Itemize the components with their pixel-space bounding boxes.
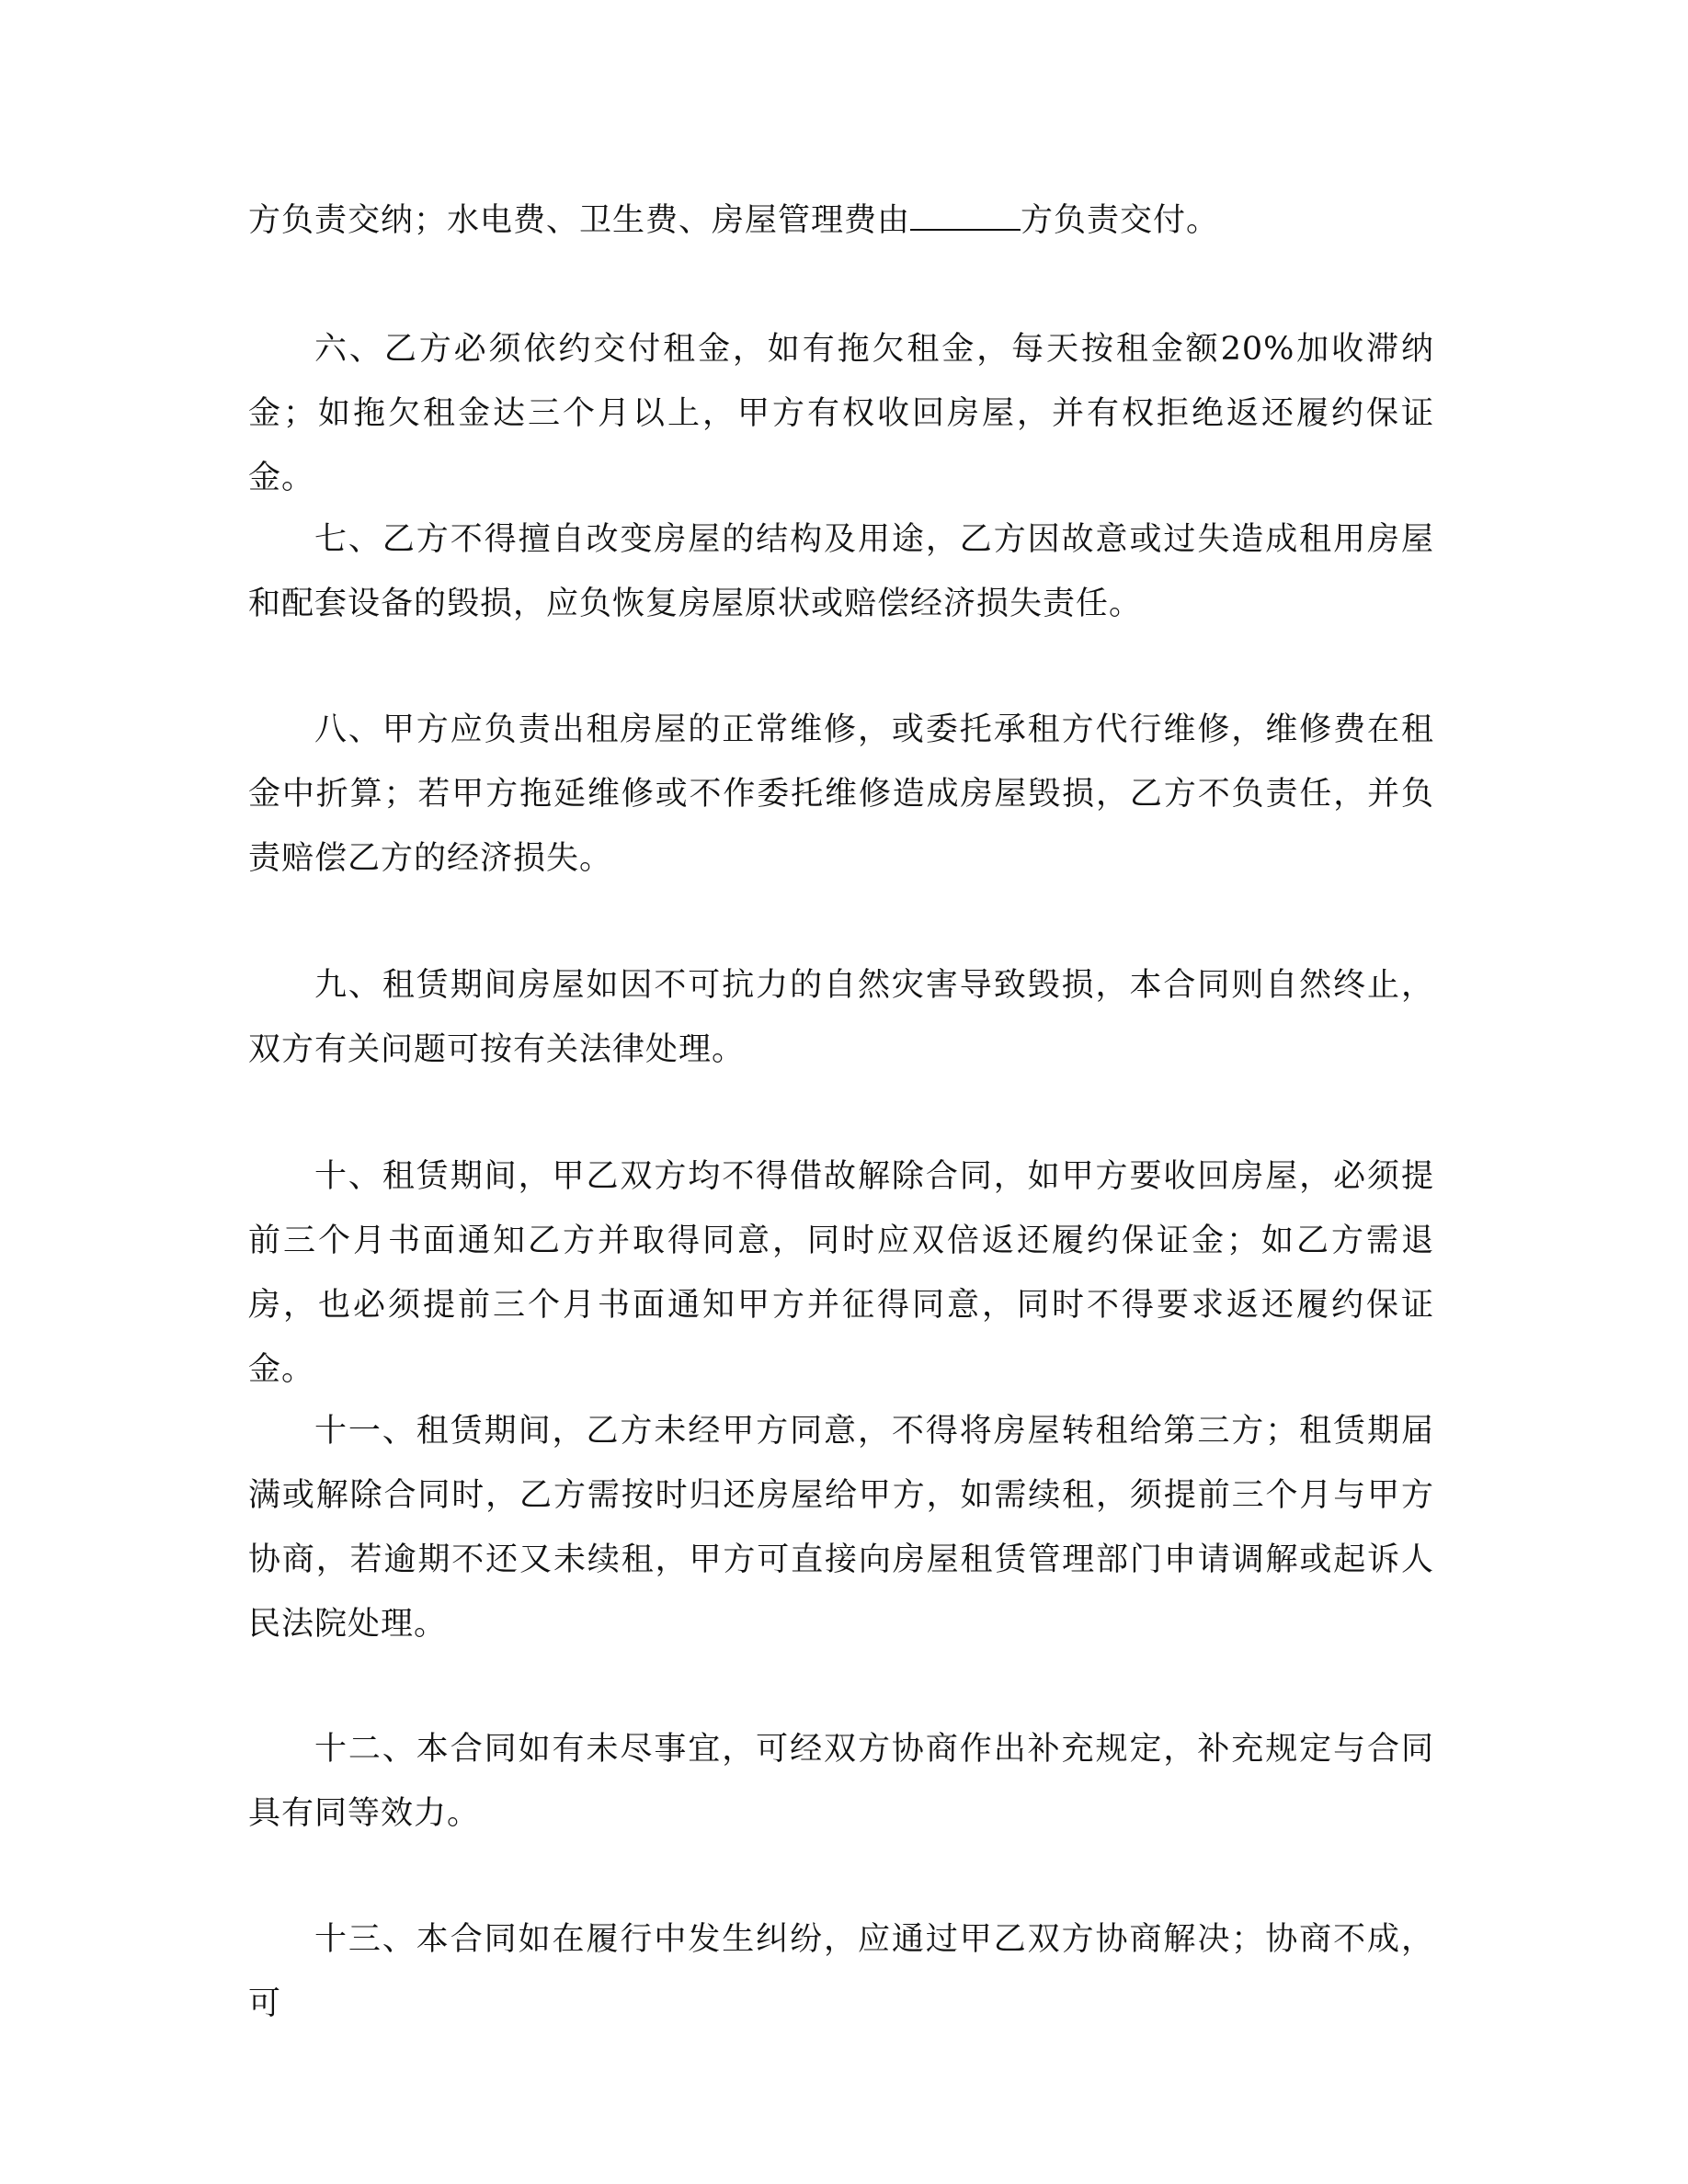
paragraph-clause-7: 七、乙方不得擅自改变房屋的结构及用途，乙方因故意或过失造成租用房屋和配套设备的毁损，应负恢复房屋原状或赔偿经济损失责任。 [248,521,1434,622]
paragraph-clause-8: 八、甲方应负责出租房屋的正常维修，或委托承租方代行维修，维修费在租金中折算；若甲方拖延维修或不作委托维修造成房屋毁损，乙方不负责任，并负责赔偿乙方的经济损失。 [248,711,1434,877]
paragraph-clause-12: 十二、本合同如有未尽事宜，可经双方协商作出补充规定，补充规定与合同具有同等效力。 [248,1731,1434,1832]
paragraph-text: 方负责交付。 [1021,202,1220,239]
paragraph-clause-6: 六、乙方必须依约交付租金，如有拖欠租金，每天按租金额20%加收滞纳金；如拖欠租金达三个月以上，甲方有权收回房屋，并有权拒绝返还履约保证金。 [248,331,1434,496]
paragraph-clause-11: 十一、租赁期间，乙方未经甲方同意，不得将房屋转租给第三方；租赁期届满或解除合同时，乙方需按时归还房屋给甲方，如需续租，须提前三个月与甲方协商，若逾期不还又未续租，甲方可直接向房屋租赁管理部门申请调解或起诉人民法院处理。 [248,1413,1434,1643]
paragraph-clause-13: 十三、本合同如在履行中发生纠纷，应通过甲乙双方协商解决；协商不成，可 [248,1921,1434,2022]
paragraph-5-continuation [248,188,1434,253]
fill-in-blank [910,201,1021,231]
paragraph-clause-9: 九、租赁期间房屋如因不可抗力的自然灾害导致毁损，本合同则自然终止，双方有关问题可按有关法律处理。 [248,967,1434,1068]
paragraph-text: 方负责交纳；水电费、卫生费、房屋管理费由 [248,202,911,239]
paragraph-clause-10: 十、租赁期间，甲乙双方均不得借故解除合同，如甲方要收回房屋，必须提前三个月书面通知乙方并取得同意，同时应双倍返还履约保证金；如乙方需退房，也必须提前三个月书面通知甲方并征得同意，同时不得要求返还履约保证金。 [248,1158,1434,1388]
